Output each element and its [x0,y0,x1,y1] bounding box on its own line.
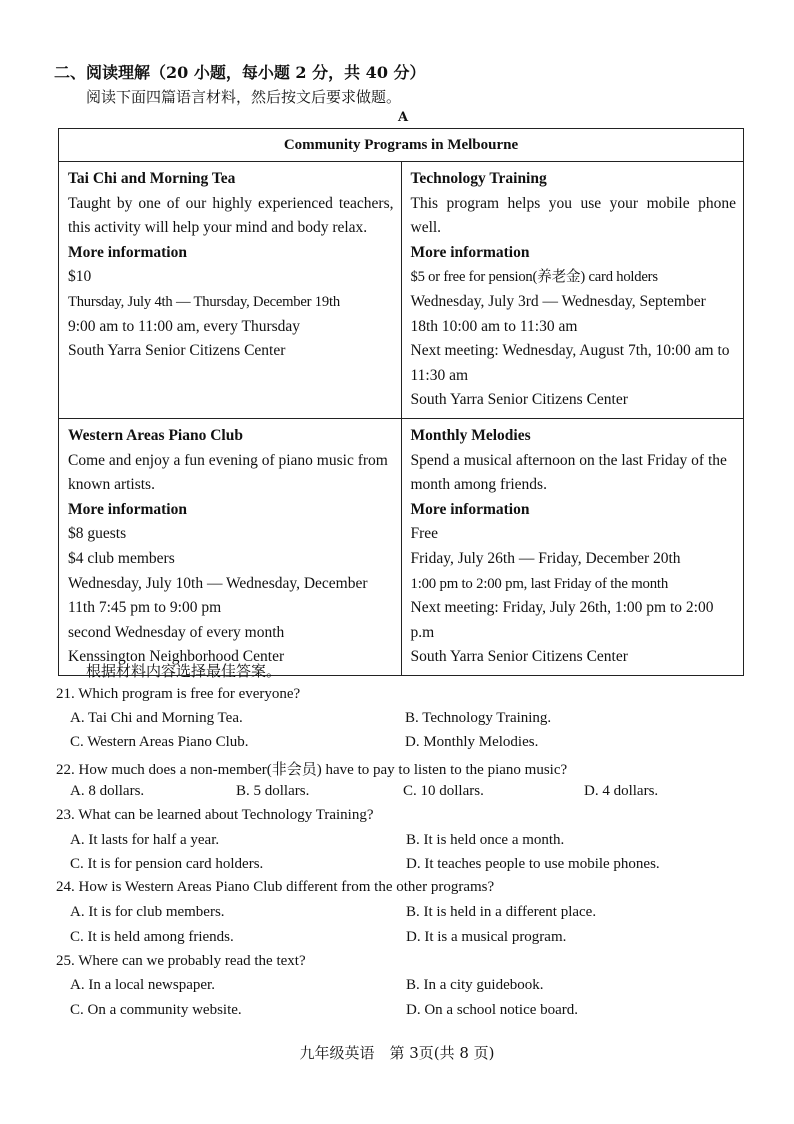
answer-option[interactable]: C. On a community website. [70,1002,242,1018]
program-detail: $4 club members [68,549,175,567]
more-info-label: More information [68,243,187,261]
answer-option[interactable]: A. Tai Chi and Morning Tea. [70,710,243,726]
program-detail: $8 guests [68,525,127,543]
answer-option[interactable]: B. Technology Training. [405,710,552,726]
program-detail: Wednesday, July 10th — Wednesday, December 11th 7:45 pm to 9:00 pm [68,574,368,617]
programs-table [58,128,744,676]
program-detail: second Wednesday of every month [68,623,285,641]
page-footer: 九年级英语 第 3页(共 8 页) [299,1044,495,1062]
questions-instruction: 根据材料内容选择最佳答案。 [86,662,282,680]
program-detail: $10 [68,268,92,286]
program-detail: Next meeting: Friday, July 26th, 1:00 pm to 2:00 p.m [410,599,714,641]
answer-option[interactable]: A. It is for club members. [70,904,225,920]
program-title: Monthly Melodies [410,426,531,444]
answer-option[interactable]: D. It is a musical program. [406,929,567,945]
more-info-label: More information [410,500,530,518]
program-cell-monthly-melodies [401,418,744,675]
answer-option[interactable]: B. In a city guidebook. [406,977,544,993]
answer-option[interactable]: A. 8 dollars. [70,783,145,799]
program-title: Tai Chi and Morning Tea [68,170,236,187]
program-detail: Kenssington Neighborhood Center [68,648,285,666]
more-info-label: More information [68,500,187,518]
answer-option[interactable]: C. 10 dollars. [403,783,484,799]
program-detail: 1:00 pm to 2:00 pm, last Friday of the month [410,575,669,592]
program-description: Taught by one of our highly experienced teachers, this activity will help your mind and body relax. [68,194,394,237]
answer-option[interactable]: D. 4 dollars. [584,783,659,799]
program-cell-technology [401,162,744,419]
section-instruction: 阅读下面四篇语言材料，然后按文后要求做题。 [86,88,402,106]
question-stem: 22. How much does a non-member(非会员) have to pay to listen to the piano music? [56,762,568,778]
program-detail: $5 or free for pension(养老金) card holders [410,269,658,286]
table-title: Community Programs in Melbourne [59,129,744,162]
section-title: 二、阅读理解（20 小题，每小题 2 分，共 40 分） [54,63,426,82]
answer-option[interactable]: D. It teaches people to use mobile phones. [406,856,660,872]
answer-option[interactable]: B. It is held once a month. [406,832,565,848]
more-info-label: More information [410,243,530,261]
answer-option[interactable]: B. It is held in a different place. [406,904,597,920]
answer-option[interactable]: C. It is for pension card holders. [70,856,264,872]
answer-option[interactable]: D. On a school notice board. [406,1002,579,1018]
answer-option[interactable]: B. 5 dollars. [236,783,310,799]
program-description: Spend a musical afternoon on the last Friday of the month among friends. [410,451,727,494]
program-detail: Next meeting: Wednesday, August 7th, 10:00 am to 11:30 am [410,342,730,384]
program-detail: Wednesday, July 3rd — Wednesday, September 18th 10:00 am to 11:30 am [410,292,706,335]
program-detail: 9:00 am to 11:00 am, every Thursday [68,317,301,335]
question-stem: 23. What can be learned about Technology Training? [56,807,374,823]
program-description: This program helps you use your mobile phone well. [410,194,736,237]
program-title: Western Areas Piano Club [68,426,243,444]
program-title: Technology Training [410,170,547,187]
program-detail: Free [410,525,439,543]
program-cell-piano-club [59,418,402,675]
answer-option[interactable]: C. It is held among friends. [70,929,234,945]
answer-option[interactable]: D. Monthly Melodies. [405,734,539,750]
program-detail: Friday, July 26th — Friday, December 20th [410,549,681,567]
program-detail: South Yarra Senior Citizens Center [410,391,628,409]
program-detail: Thursday, July 4th — Thursday, December 19th [68,293,340,310]
program-cell-tai-chi [59,162,402,419]
program-description: Come and enjoy a fun evening of piano music from known artists. [68,451,388,494]
program-detail: South Yarra Senior Citizens Center [410,648,628,666]
question-stem: 24. How is Western Areas Piano Club different from the other programs? [56,879,495,895]
answer-option[interactable]: A. In a local newspaper. [70,977,215,993]
answer-option[interactable]: C. Western Areas Piano Club. [70,734,249,750]
question-stem: 21. Which program is free for everyone? [56,686,301,702]
passage-letter: A [398,110,409,125]
answer-option[interactable]: A. It lasts for half a year. [70,832,220,848]
question-stem: 25. Where can we probably read the text? [56,953,306,969]
program-detail: South Yarra Senior Citizens Center [68,342,286,360]
